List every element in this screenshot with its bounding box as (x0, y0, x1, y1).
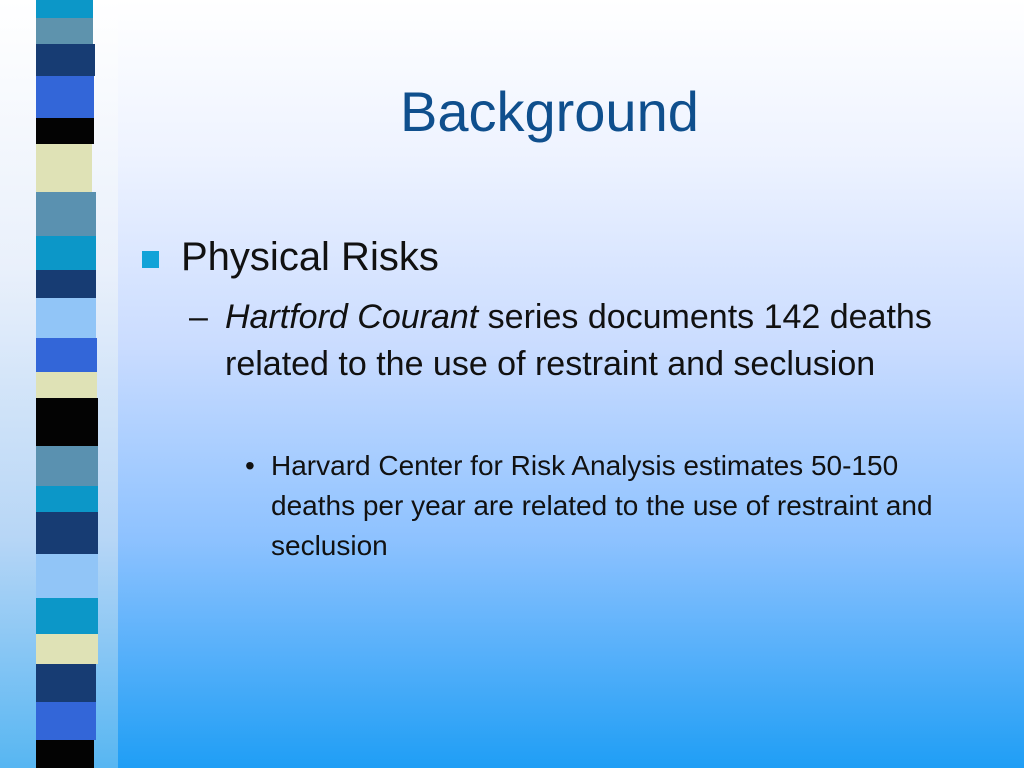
stripe (36, 236, 96, 270)
publication-name: Hartford Courant (225, 298, 479, 336)
stripe (36, 18, 93, 44)
stripe (36, 740, 94, 768)
bullet-level-3-text: Harvard Center for Risk Analysis estimates 50-150 deaths per year are related to the use of restraint and seclusion (271, 450, 933, 561)
bullet-level-2-text: series documents 142 deaths related to the use of restraint and seclusion (225, 298, 932, 383)
stripe (36, 486, 98, 512)
stripe (36, 372, 97, 398)
slide-title: Background (400, 80, 699, 143)
bullet-level-2-content (225, 294, 959, 388)
stripe (36, 192, 96, 236)
stripe (36, 512, 98, 554)
stripe (36, 398, 98, 446)
stripe (36, 0, 93, 18)
stripe (36, 598, 98, 634)
left-decorative-strip (0, 0, 118, 768)
stripe (36, 702, 96, 740)
bullet-level-1-text: Physical Risks (181, 235, 439, 279)
stripe (36, 338, 97, 372)
dash-bullet-icon: – (189, 298, 208, 336)
stripe (36, 634, 98, 664)
dot-bullet-icon: • (245, 450, 255, 481)
stripe (36, 144, 92, 192)
stripe (36, 44, 95, 76)
stripe (36, 118, 94, 144)
stripe (36, 270, 96, 298)
stripe (36, 554, 98, 598)
stripe (36, 446, 98, 486)
stripe-column (36, 0, 100, 768)
stripe (36, 76, 94, 118)
stripe (36, 664, 96, 702)
square-bullet-icon (142, 251, 159, 268)
stripe (36, 298, 96, 338)
